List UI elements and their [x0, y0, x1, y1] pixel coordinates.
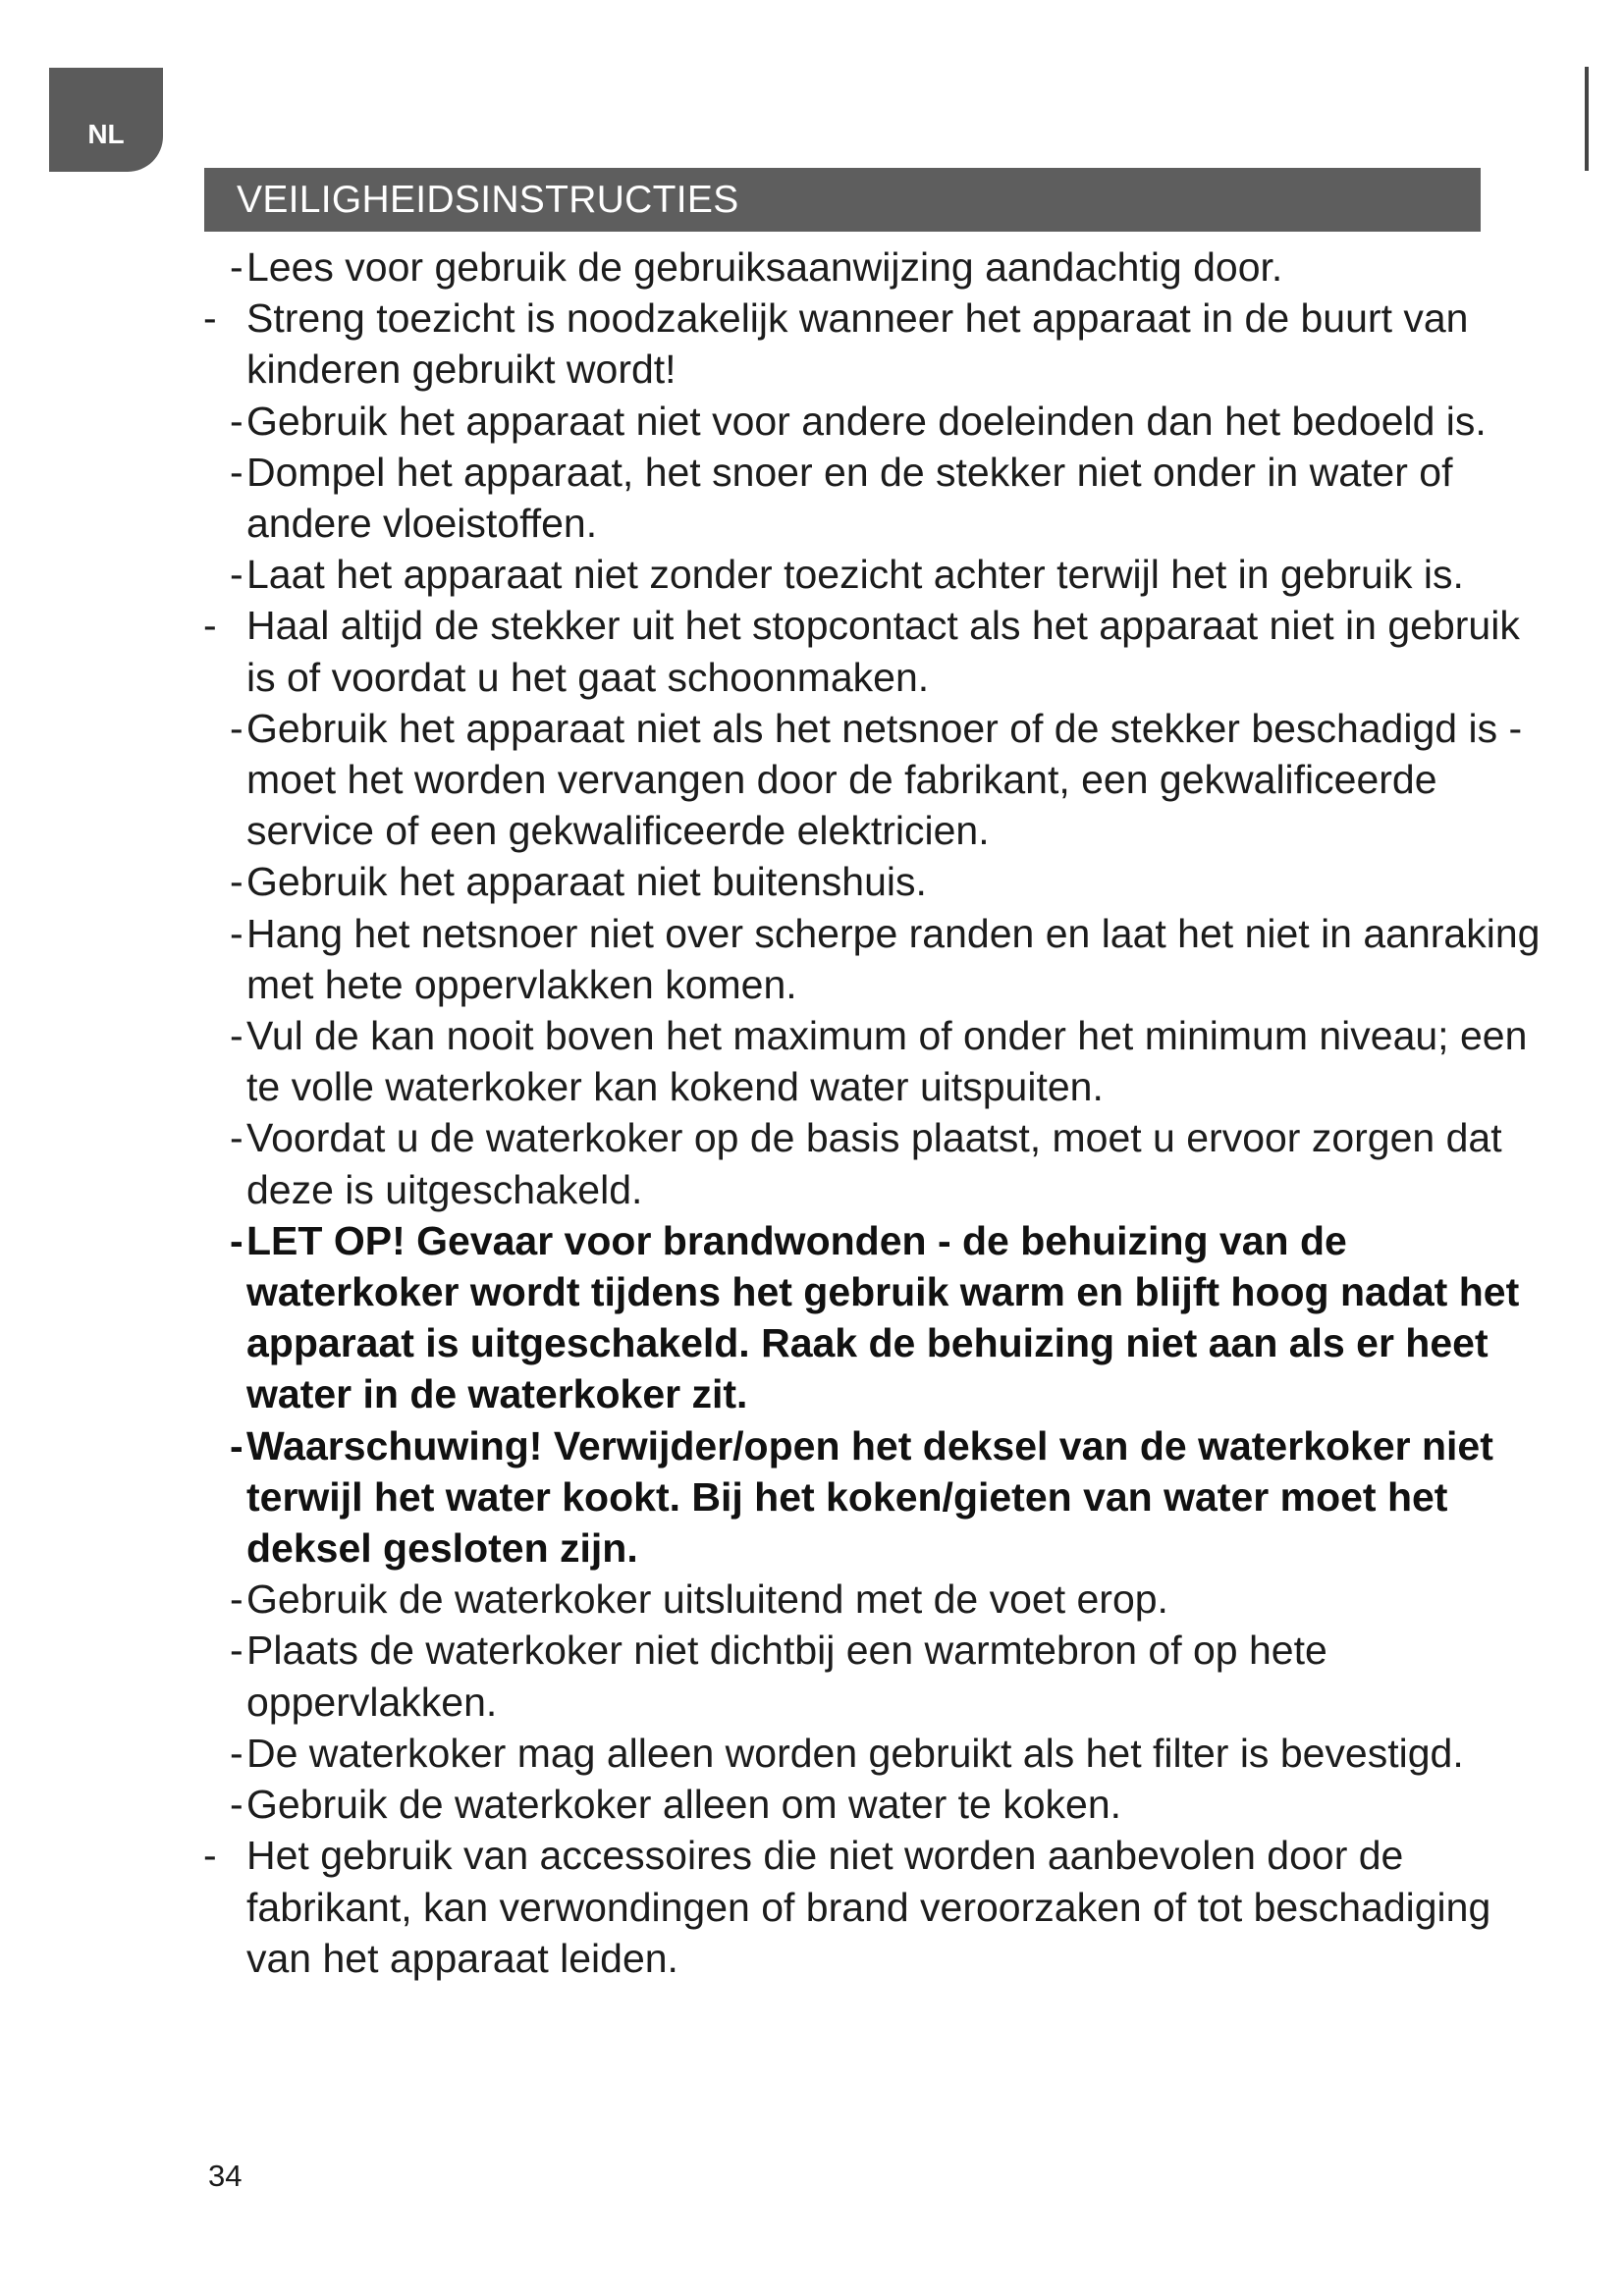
list-item: [196, 1010, 1542, 1112]
list-item-text: Voordat u de waterkoker op de basis plaatst, moet u ervoor zorgen dat deze is uitgeschakeld.: [246, 1115, 1502, 1212]
margin-rule: [1585, 67, 1589, 171]
list-item-text: Gebruik het apparaat niet buitenshuis.: [246, 859, 927, 905]
list-item-text: Gebruik de waterkoker alleen om water te koken.: [246, 1782, 1122, 1828]
list-item: [196, 703, 1542, 857]
list-item-text: Dompel het apparaat, het snoer en de stekker niet onder in water of andere vloeistoffen.: [246, 449, 1453, 547]
warning-text: LET OP! Gevaar voor brandwonden - de behuizing van de waterkoker wordt tijdens het gebruik warm en blijft hoog nadat het apparaat is uitgeschakeld. Raak de behuizing niet aan als er heet water in de waterkoker zit.: [246, 1217, 1520, 1417]
list-item: [196, 600, 1542, 702]
warning-item: [196, 1420, 1542, 1575]
list-item: [196, 1728, 1542, 1779]
list-dash: -: [230, 398, 244, 444]
list-dash: -: [203, 295, 217, 342]
list-item: [196, 293, 1542, 395]
list-dash: -: [230, 1730, 244, 1776]
list-item-text: Gebruik de waterkoker uitsluitend met de voet erop.: [246, 1576, 1168, 1623]
list-dash: -: [230, 1115, 244, 1161]
list-item-text: Gebruik het apparaat niet voor andere doeleinden dan het bedoeld is.: [246, 398, 1487, 444]
list-item-text: Plaats de waterkoker niet dichtbij een warmtebron of op hete oppervlakken.: [246, 1628, 1327, 1725]
list-dash: -: [230, 244, 244, 290]
list-item: [196, 1112, 1542, 1214]
list-item-text: Haal altijd de stekker uit het stopcontact als het apparaat niet in gebruik is of voordat u het gaat schoonmaken.: [246, 603, 1520, 700]
list-item: [196, 1779, 1542, 1830]
safety-instructions-list: [196, 241, 1542, 1984]
language-tab: NL: [49, 68, 163, 172]
list-item: [196, 1625, 1542, 1727]
list-item: [196, 856, 1542, 907]
list-item-text: Vul de kan nooit boven het maximum of onder het minimum niveau; een te volle waterkoker kan kokend water uitspuiten.: [246, 1013, 1528, 1110]
list-dash: -: [203, 603, 217, 649]
list-item: [196, 396, 1542, 447]
list-item: [196, 447, 1542, 549]
section-title: VEILIGHEIDSINSTRUCTIES: [204, 168, 1481, 232]
list-dash: -: [230, 859, 244, 905]
page-number: 34: [208, 2159, 243, 2193]
list-item-text: Streng toezicht is noodzakelijk wanneer het apparaat in de buurt van kinderen gebruikt wordt!: [246, 295, 1469, 393]
warning-text: Waarschuwing! Verwijder/open het deksel van de waterkoker niet terwijl het water kookt. Bij het koken/gieten van water moet het deksel gesloten zijn.: [246, 1422, 1493, 1572]
list-dash: -: [230, 1782, 244, 1828]
list-item-text: Gebruik het apparaat niet als het netsnoer of de stekker beschadigd is - moet het worden vervangen door de fabrikant, een gekwalificeerde service of een gekwalificeerde elektricien.: [246, 705, 1523, 854]
list-dash: -: [230, 1013, 244, 1059]
list-item-text: De waterkoker mag alleen worden gebruikt als het filter is bevestigd.: [246, 1730, 1464, 1776]
list-dash: -: [230, 910, 244, 956]
list-dash: -: [230, 1217, 244, 1263]
list-dash: -: [203, 1833, 217, 1879]
list-dash: -: [230, 705, 244, 751]
list-item: [196, 549, 1542, 600]
list-item: [196, 1574, 1542, 1625]
list-dash: -: [230, 1422, 244, 1468]
list-item: [196, 1830, 1542, 1984]
list-item: [196, 908, 1542, 1010]
list-dash: -: [230, 552, 244, 598]
list-item-text: Lees voor gebruik de gebruiksaanwijzing aandachtig door.: [246, 244, 1283, 290]
list-dash: -: [230, 1576, 244, 1623]
list-item: [196, 241, 1542, 293]
list-dash: -: [230, 1628, 244, 1674]
warning-item: [196, 1215, 1542, 1420]
list-dash: -: [230, 449, 244, 495]
list-item-text: Laat het apparaat niet zonder toezicht achter terwijl het in gebruik is.: [246, 552, 1464, 598]
list-item-text: Hang het netsnoer niet over scherpe randen en laat het niet in aanraking met hete oppervlakken komen.: [246, 910, 1541, 1007]
list-item-text: Het gebruik van accessoires die niet worden aanbevolen door de fabrikant, kan verwondingen of brand veroorzaken of tot beschadiging van het apparaat leiden.: [246, 1833, 1491, 1981]
